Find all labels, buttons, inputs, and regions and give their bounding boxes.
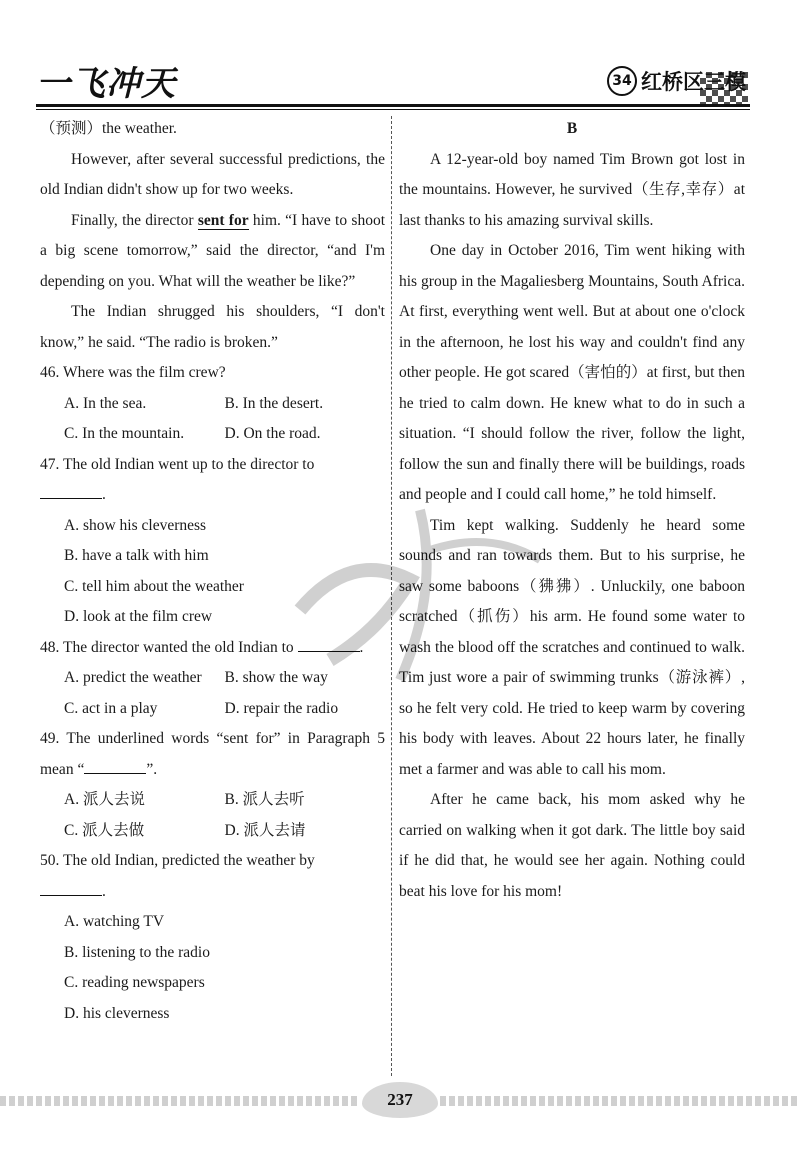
answer-blank bbox=[40, 483, 102, 500]
question-stem: 49. The underlined words “sent for” in Paragraph 5 mean “ ”. bbox=[40, 730, 385, 778]
page-number: 237 bbox=[362, 1082, 438, 1118]
option: D. look at the film crew bbox=[64, 608, 213, 625]
question-stem: 50. The old Indian, predicted the weather by . bbox=[40, 852, 315, 900]
question-stem: 47. The old Indian went up to the director to . bbox=[40, 455, 315, 503]
paragraph: Finally, the director sent for him. “I have to shoot a big scene tomorrow,” said the director, “and I'm depending on you. What will the weather be like?” bbox=[40, 211, 385, 290]
question-50 bbox=[40, 846, 385, 1029]
section-title: B bbox=[566, 120, 578, 137]
paragraph: After he came back, his mom asked why he carried on walking when it got dark. The little boy said if he did that, he would see her again. Nothing could beat his love for his mom! bbox=[399, 791, 745, 900]
footer-band bbox=[440, 1096, 800, 1106]
option: C. tell him about the weather bbox=[64, 577, 244, 595]
option: A. show his cleverness bbox=[64, 516, 207, 534]
column-divider bbox=[391, 116, 392, 1076]
option: B. In the desert. bbox=[224, 394, 324, 412]
question-48 bbox=[40, 633, 385, 725]
question-stem: 46. Where was the film crew? bbox=[40, 364, 226, 381]
page-footer bbox=[0, 1082, 800, 1122]
question-stem: 48. The director wanted the old Indian to . bbox=[40, 633, 385, 664]
option: C. reading newspapers bbox=[64, 974, 205, 991]
option: A. In the sea. bbox=[64, 394, 147, 412]
paragraph: However, after several successful predictions, the old Indian didn't show up for two weeks. bbox=[40, 150, 385, 198]
footer-band bbox=[0, 1096, 360, 1106]
badge-number: 34 bbox=[607, 66, 637, 96]
option: B. have a talk with him bbox=[64, 547, 209, 564]
answer-blank bbox=[84, 757, 146, 774]
paragraph: A 12-year-old boy named Tim Brown got lost in the mountains. However, he survived（生存,幸存）at last thanks to his amazing survival skills. bbox=[399, 150, 745, 229]
passage-fragment: （预测）the weather. bbox=[40, 120, 177, 137]
option: A. watching TV bbox=[64, 913, 165, 930]
paragraph: Tim kept walking. Suddenly he heard some sounds and ran towards them. But to his surprise, he saw some baboons（狒狒）. Unluckily, one baboon scratched（抓伤）his arm. He found some water to wash the blood off the scratches and continued to walk. Tim just wore a pair of swimming trunks（游泳裤）, so he felt very cold. He tried to keep warm by covering his body with leaves. About 22 hours later, he finally met a farmer and was able to call his mom. bbox=[399, 516, 745, 778]
underlined-words: sent for bbox=[197, 211, 249, 229]
option: A. 派人去说 bbox=[64, 791, 145, 808]
option: A. predict the weather bbox=[64, 669, 202, 686]
question-47 bbox=[40, 450, 385, 633]
option: C. 派人去做 bbox=[64, 821, 145, 839]
question-46 bbox=[40, 358, 385, 450]
option: B. 派人去听 bbox=[224, 791, 305, 808]
paragraph: One day in October 2016, Tim went hiking with his group in the Magaliesberg Mountains, South Africa. At first, everything went well. But at about one o'clock in the afternoon, he lost his way and couldn't find any other people. He got scared（害怕的）at first, but then he tried to calm down. He knew what to do in such a situation. “I should follow the river, follow the light, follow the sun and finally there will be buildings, roads and people and I could call home,” he told himself. bbox=[399, 242, 745, 503]
option: B. show the way bbox=[224, 669, 328, 686]
left-column bbox=[40, 114, 385, 1029]
option: D. 派人去请 bbox=[224, 821, 306, 839]
brand-logo: 一飞冲天 bbox=[36, 64, 176, 104]
option: D. On the road. bbox=[224, 425, 321, 442]
header-rule-thin bbox=[36, 109, 750, 110]
right-column bbox=[399, 114, 745, 907]
option: C. In the mountain. bbox=[64, 425, 185, 442]
option: D. repair the radio bbox=[224, 699, 339, 717]
header-rule bbox=[36, 104, 750, 107]
question-49 bbox=[40, 724, 385, 846]
option: B. listening to the radio bbox=[64, 943, 210, 961]
page-header bbox=[0, 0, 800, 110]
exam-name: 红桥区三模 bbox=[641, 69, 746, 94]
exam-title bbox=[607, 66, 746, 96]
option: C. act in a play bbox=[64, 699, 158, 717]
answer-blank bbox=[298, 635, 360, 652]
option: D. his cleverness bbox=[64, 1004, 170, 1022]
paragraph: The Indian shrugged his shoulders, “I don't know,” he said. “The radio is broken.” bbox=[40, 303, 385, 351]
answer-blank bbox=[40, 879, 102, 896]
